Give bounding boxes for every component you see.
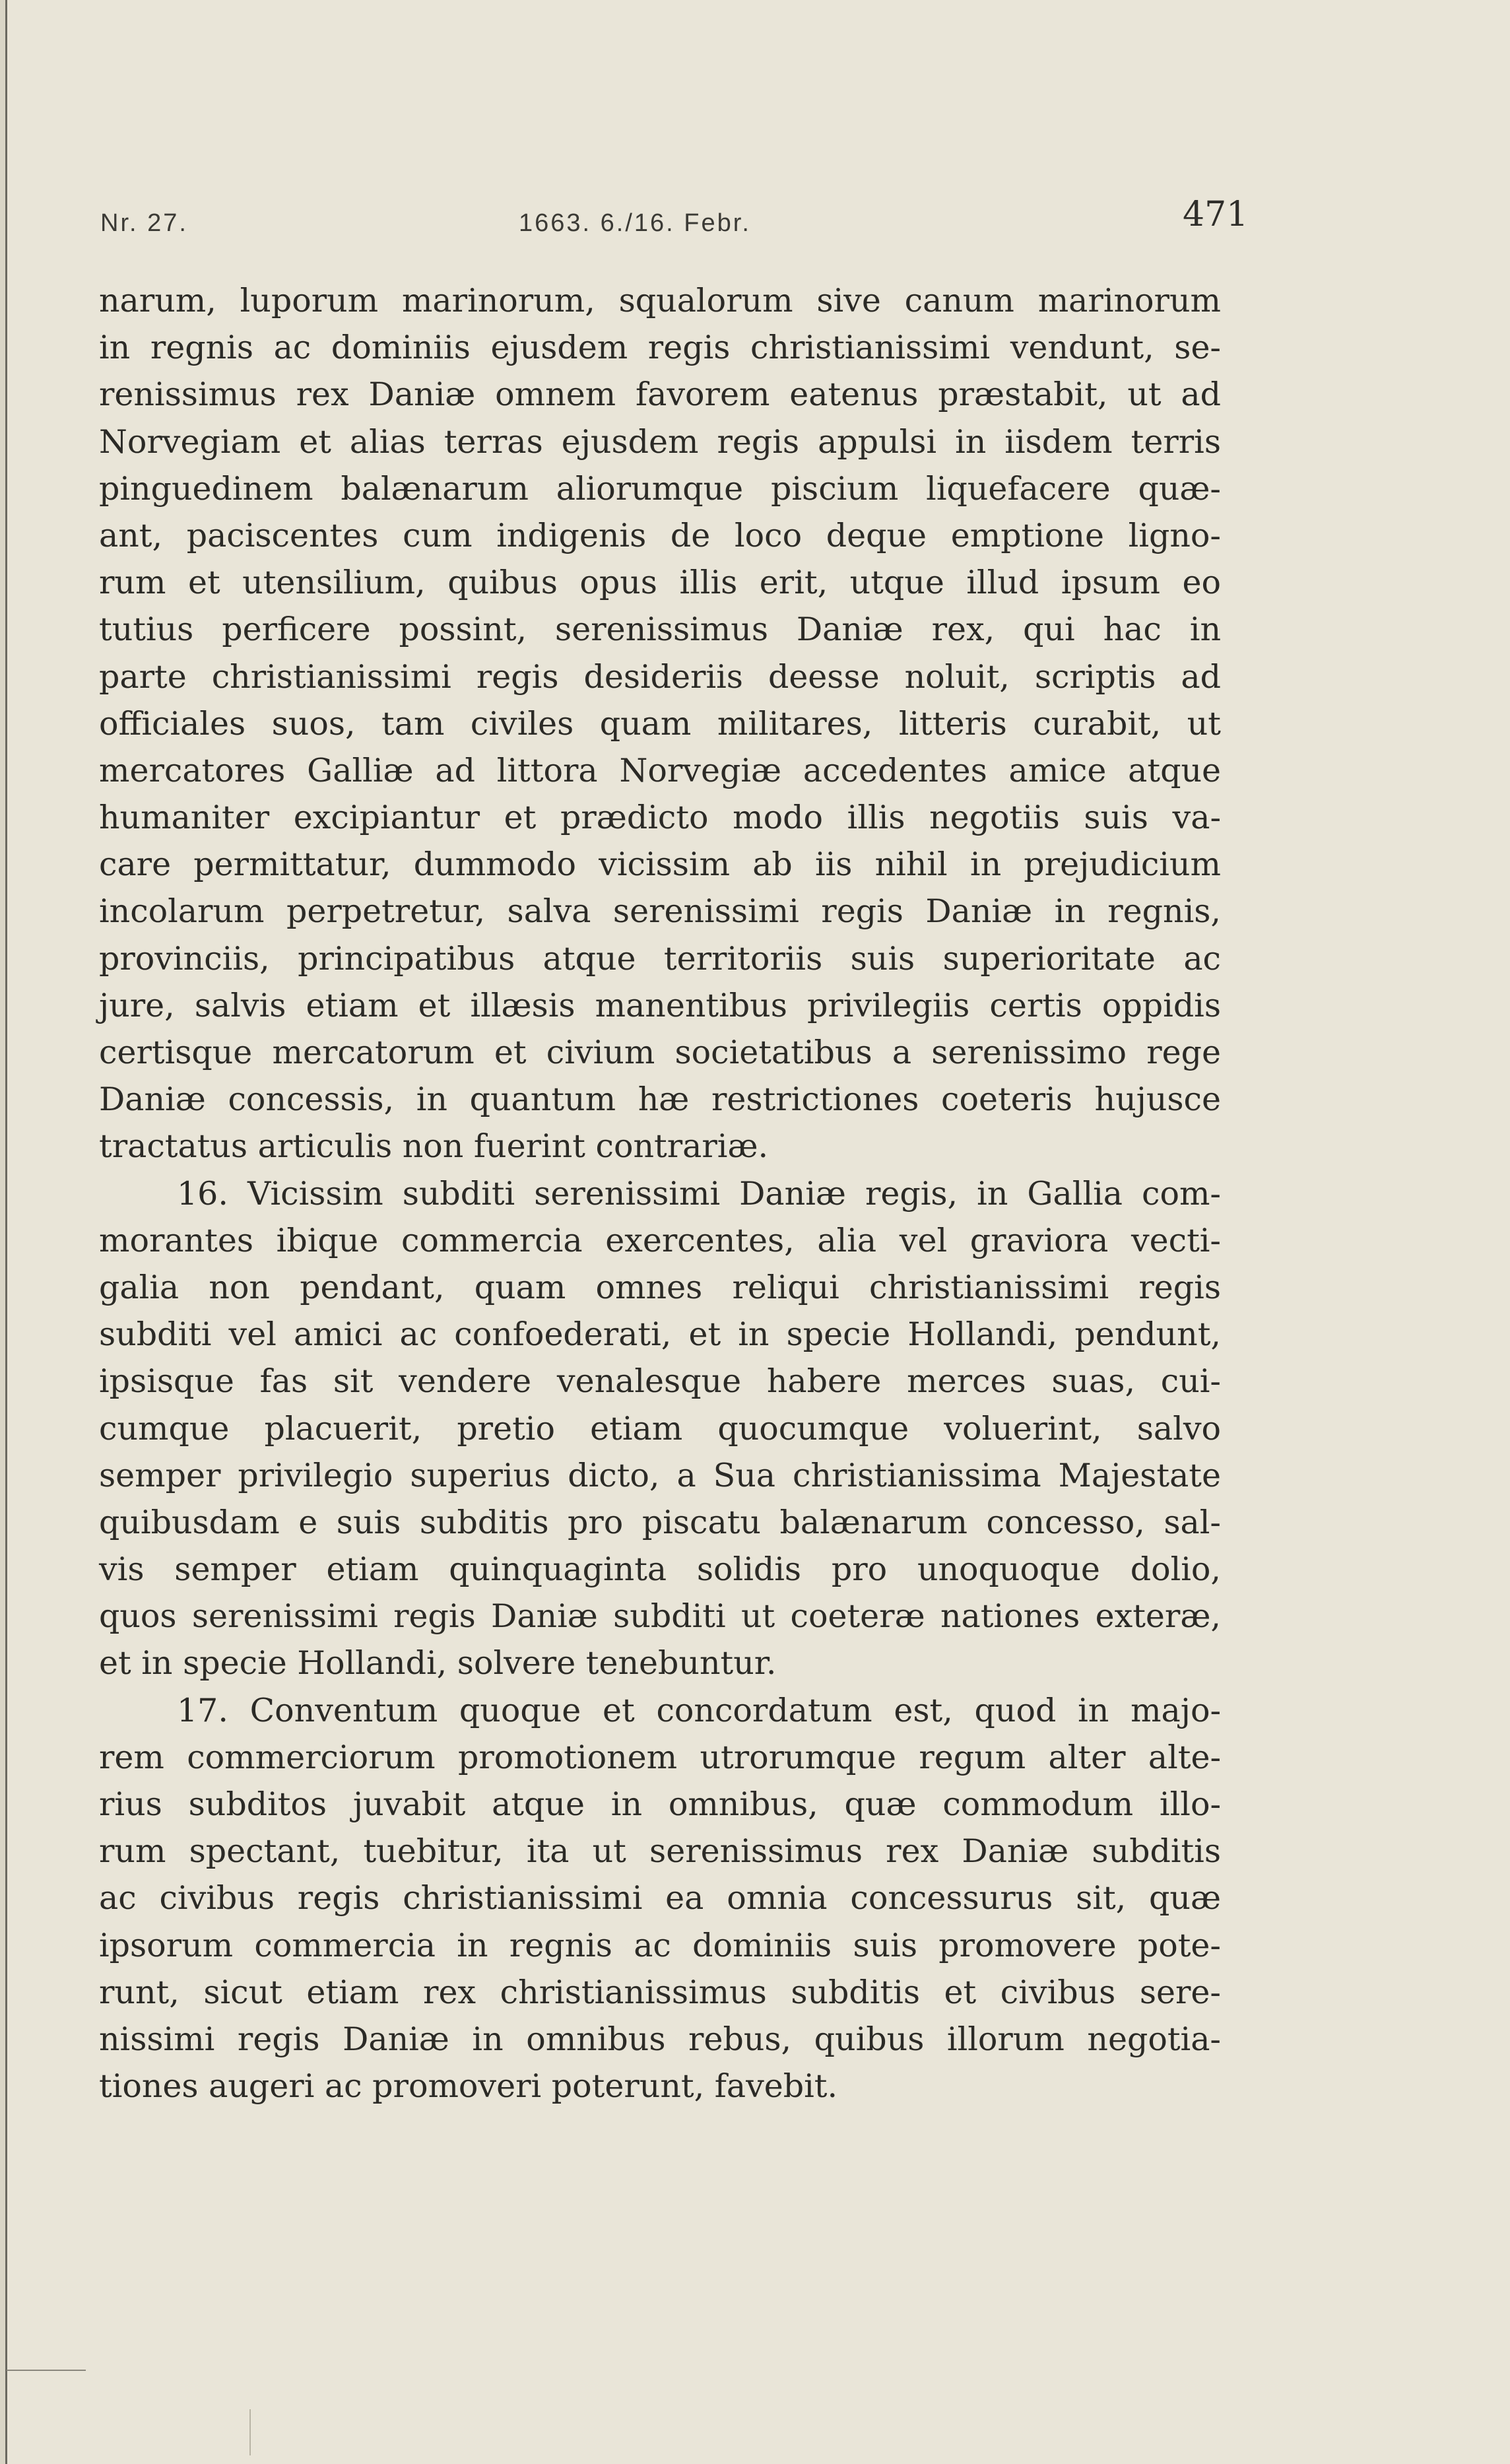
page-edge-rule xyxy=(5,0,7,2464)
text-line: 17. Conventum quoque et concordatum est, quod in majo- xyxy=(177,1691,1221,1729)
text-line: semper privilegio superius dicto, a Sua christianissima Majestate xyxy=(99,1456,1221,1494)
body-text xyxy=(99,277,1221,2110)
text-line: morantes ibique commercia exercentes, alia vel graviora vecti- xyxy=(99,1221,1221,1259)
scan-edge xyxy=(0,0,5,2464)
text-line: vis semper etiam quinquaginta solidis pro unoquoque dolio, xyxy=(99,1550,1221,1589)
text-line: provinciis, principatibus atque territoriis suis superioritate ac xyxy=(99,939,1221,978)
text-line: jure, salvis etiam et illæsis manentibus privilegiis certis oppidis xyxy=(99,986,1221,1024)
text-line: rum spectant, tuebitur, ita ut serenissimus rex Daniæ subditis xyxy=(99,1832,1221,1871)
scan-mark-vertical xyxy=(249,2409,251,2455)
text-line: quos serenissimi regis Daniæ subditi ut coeteræ nationes exteræ, xyxy=(99,1597,1221,1636)
text-line: narum, luporum marinorum, squalorum sive canum marinorum xyxy=(99,282,1221,319)
text-line: tiones augeri ac promoveri poterunt, favebit. xyxy=(99,2067,838,2106)
text-line: Daniæ concessis, in quantum hæ restrictiones coeteris hujusce xyxy=(99,1081,1221,1119)
text-line: ant, paciscentes cum indigenis de loco deque emptione ligno- xyxy=(99,516,1221,554)
text-line: pinguedinem balænarum aliorumque piscium liquefacere quæ- xyxy=(99,469,1221,508)
text-line: humaniter excipiantur et prædicto modo illis negotiis suis va- xyxy=(99,799,1221,837)
text-line: subditi vel amici ac confoederati, et in specie Hollandi, pendunt, xyxy=(99,1315,1221,1354)
text-line: quibusdam e suis subditis pro piscatu balænarum concesso, sal- xyxy=(99,1503,1221,1541)
text-line: officiales suos, tam civiles quam militares, litteris curabit, ut xyxy=(99,704,1221,743)
text-line: certisque mercatorum et civium societatibus a serenissimo rege xyxy=(99,1034,1221,1071)
text-line: tutius perficere possint, serenissimus Daniæ rex, qui hac in xyxy=(99,611,1221,649)
text-line: in regnis ac dominiis ejusdem regis christianissimi vendunt, se- xyxy=(99,329,1221,367)
text-line: nissimi regis Daniæ in omnibus rebus, quibus illorum negotia- xyxy=(99,2020,1221,2058)
text-line: mercatores Galliæ ad littora Norvegiæ accedentes amice atque xyxy=(99,751,1221,789)
document-date: 1663. 6./16. Febr. xyxy=(519,209,751,237)
text-line: incolarum perpetretur, salva serenissimi regis Daniæ in regnis, xyxy=(99,892,1221,931)
text-line: ipsorum commercia in regnis ac dominiis suis promovere pote- xyxy=(99,1926,1221,1964)
document-number: Nr. 27. xyxy=(100,209,188,237)
text-line: galia non pendant, quam omnes reliqui christianissimi regis xyxy=(99,1268,1221,1306)
text-line: rum et utensilium, quibus opus illis erit, utque illud ipsum eo xyxy=(99,564,1221,602)
text-line: ipsisque fas sit vendere venalesque habere merces suas, cui- xyxy=(99,1362,1221,1401)
text-line: cumque placuerit, pretio etiam quocumque voluerint, salvo xyxy=(99,1409,1221,1448)
text-line: rem commerciorum promotionem utrorumque regum alter alte- xyxy=(99,1738,1221,1776)
text-line: Norvegiam et alias terras ejusdem regis appulsi in iisdem terris xyxy=(99,422,1221,461)
text-line: rius subditos juvabit atque in omnibus, quæ commodum illo- xyxy=(99,1785,1221,1823)
text-line: ac civibus regis christianissimi ea omnia concessurus sit, quæ xyxy=(99,1879,1221,1917)
text-line: tractatus articulis non fuerint contrariæ. xyxy=(99,1127,769,1166)
scan-mark xyxy=(7,2370,86,2371)
text-line: renissimus rex Daniæ omnem favorem eatenus præstabit, ut ad xyxy=(99,376,1221,414)
text-line: care permittatur, dummodo vicissim ab iis nihil in prejudicium xyxy=(99,846,1221,884)
running-header xyxy=(100,195,1249,248)
text-line: runt, sicut etiam rex christianissimus subditis et civibus sere- xyxy=(99,1973,1221,2011)
page-number: 471 xyxy=(1183,195,1249,234)
text-line: et in specie Hollandi, solvere tenebuntur. xyxy=(99,1644,777,1682)
text-line: parte christianissimi regis desideriis deesse noluit, scriptis ad xyxy=(99,657,1221,696)
text-line: 16. Vicissim subditi serenissimi Daniæ regis, in Gallia com- xyxy=(177,1174,1221,1213)
